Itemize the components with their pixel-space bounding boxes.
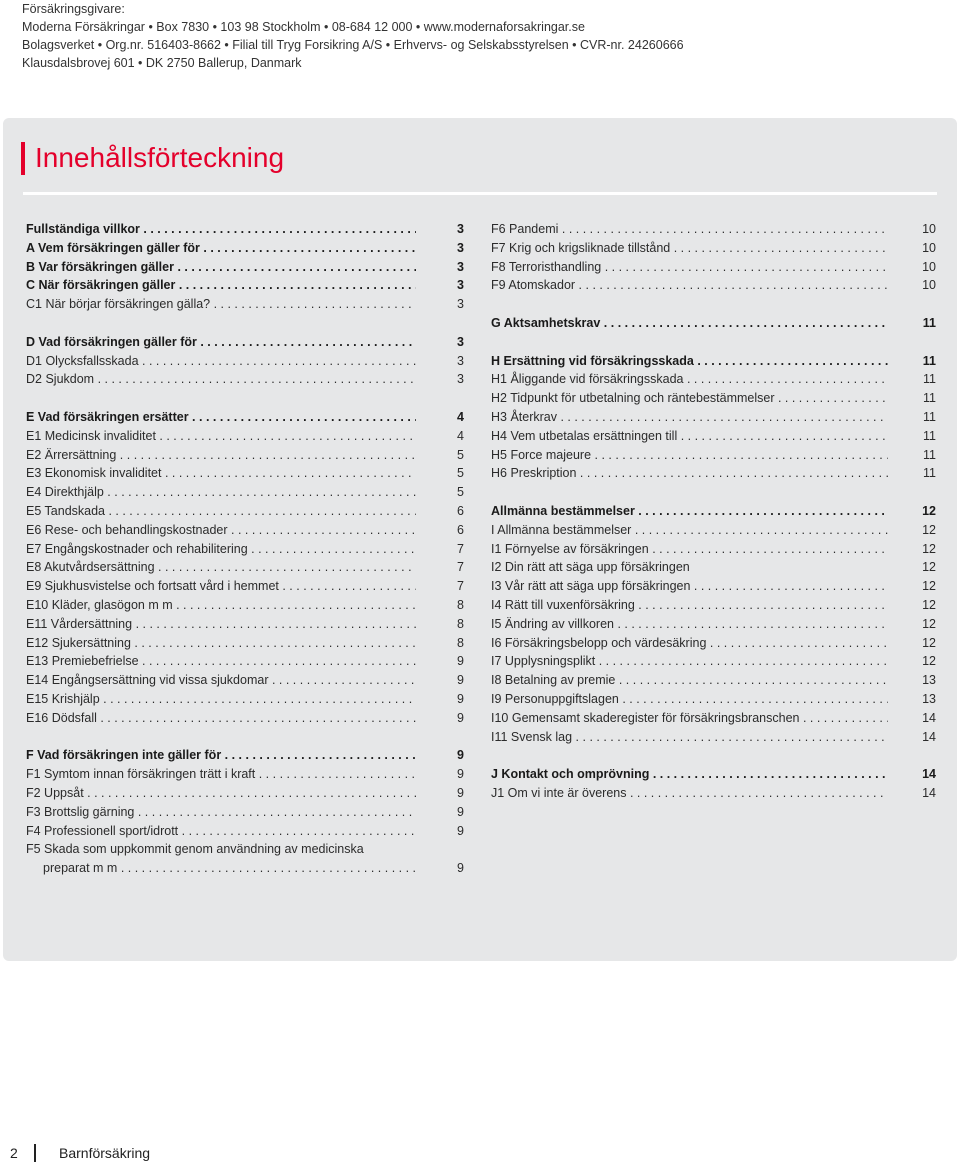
toc-entry[interactable] — [491, 615, 936, 634]
toc-entry-label: C När försäkringen gäller . . . — [26, 276, 416, 295]
toc-spacer — [491, 483, 936, 502]
toc-entry-page: 5 — [457, 447, 464, 462]
toc-entry-label: I6 Försäkringsbelopp och värdesäkring . . . — [491, 634, 888, 653]
toc-section-entry[interactable] — [26, 220, 464, 239]
toc-entry[interactable] — [26, 765, 464, 784]
insurer-info — [22, 0, 684, 72]
toc-spacer — [26, 314, 464, 333]
toc-entry-page: 14 — [922, 785, 936, 800]
toc-entry-page: 7 — [457, 560, 464, 575]
toc-entry-label: I3 Vår rätt att säga upp försäkringen . . . — [491, 577, 888, 596]
toc-entry-page: 13 — [922, 691, 936, 706]
toc-entry-label: F6 Pandemi . . . — [491, 220, 888, 239]
toc-entry-label: E Vad försäkringen ersätter . . . — [26, 408, 416, 427]
toc-entry-page: 11 — [923, 409, 936, 424]
toc-entry-label: Allmänna bestämmelser . . . — [491, 502, 888, 521]
toc-entry-page: 11 — [922, 315, 936, 330]
toc-entry[interactable] — [491, 709, 936, 728]
toc-entry-page: 12 — [922, 560, 936, 575]
toc-entry-page: 3 — [457, 353, 464, 368]
toc-entry-label: E14 Engångsersättning vid vissa sjukdomar . . . — [26, 671, 416, 690]
toc-entry[interactable] — [491, 220, 936, 239]
toc-entry[interactable] — [491, 239, 936, 258]
toc-entry[interactable] — [491, 427, 936, 446]
toc-entry[interactable] — [26, 577, 464, 596]
toc-entry-label: H Ersättning vid försäkringsskada . . . — [491, 352, 888, 371]
toc-entry-page: 9 — [457, 861, 464, 876]
toc-entry-label: F Vad försäkringen inte gäller för . . . — [26, 746, 416, 765]
toc-entry-page: 8 — [457, 616, 464, 631]
toc-entry-page: 12 — [922, 635, 936, 650]
toc-entry[interactable] — [26, 822, 464, 841]
toc-entry-label: E9 Sjukhusvistelse och fortsatt vård i hemmet . . . — [26, 577, 416, 596]
toc-entry[interactable] — [491, 276, 936, 295]
toc-entry[interactable] — [26, 634, 464, 653]
page-number: 2 — [10, 1145, 18, 1161]
toc-entry-label: C1 När börjar försäkringen gälla? . . . — [26, 295, 416, 314]
toc-entry[interactable] — [26, 446, 464, 465]
toc-entry-page: 11 — [923, 372, 936, 387]
toc-entry-page: 9 — [457, 785, 464, 800]
toc-entry-label: I7 Upplysningsplikt . . . — [491, 652, 888, 671]
toc-entry[interactable] — [491, 389, 936, 408]
toc-entry-label: E4 Direkthjälp . . . — [26, 483, 416, 502]
toc-section-entry[interactable] — [26, 333, 464, 352]
toc-entry[interactable] — [491, 596, 936, 615]
toc-entry-page: 13 — [922, 673, 936, 688]
toc-entry[interactable] — [26, 352, 464, 371]
toc-entry-page: 12 — [922, 579, 936, 594]
toc-entry[interactable] — [26, 558, 464, 577]
toc-entry-label: F3 Brottslig gärning . . . — [26, 803, 416, 822]
toc-entry-page: 9 — [457, 673, 464, 688]
toc-entry[interactable] — [26, 859, 464, 878]
toc-entry-label: F5 Skada som uppkommit genom användning av medicinska — [26, 842, 364, 857]
toc-entry-page: 3 — [457, 278, 464, 293]
toc-entry[interactable] — [491, 540, 936, 559]
toc-entry[interactable] — [26, 596, 464, 615]
toc-entry[interactable] — [491, 728, 936, 747]
toc-entry-label: Fullständiga villkor . . . — [26, 220, 416, 239]
toc-entry-page: 5 — [457, 485, 464, 500]
toc-entry-page: 10 — [922, 222, 936, 236]
toc-entry-page: 9 — [457, 710, 464, 725]
toc-entry-page: 11 — [922, 353, 936, 368]
toc-entry-page: 7 — [457, 579, 464, 594]
toc-entry-label: E8 Akutvårdsersättning . . . — [26, 558, 416, 577]
title-accent-bar — [21, 142, 25, 175]
toc-entry-page: 12 — [922, 503, 936, 518]
toc-entry-page: 14 — [922, 710, 936, 725]
toc-entry-page: 10 — [922, 278, 936, 293]
toc-entry-label: E10 Kläder, glasögon m m . . . — [26, 596, 416, 615]
toc-spacer — [26, 389, 464, 408]
toc-entry[interactable] — [491, 634, 936, 653]
toc-entry-page: 3 — [457, 240, 464, 255]
toc-entry-label: E6 Rese- och behandlingskostnader . . . — [26, 521, 416, 540]
toc-spacer — [26, 728, 464, 747]
toc-entry-label: D1 Olycksfallsskada . . . — [26, 352, 416, 371]
toc-entry-label: E16 Dödsfall . . . — [26, 709, 416, 728]
toc-entry-label: I4 Rätt till vuxenförsäkring . . . — [491, 596, 888, 615]
toc-entry-label: H1 Åliggande vid försäkringsskada . . . — [491, 370, 888, 389]
toc-entry-page: 10 — [922, 240, 936, 255]
toc-entry-page: 14 — [922, 767, 936, 782]
toc-section-entry[interactable] — [26, 239, 464, 258]
toc-entry[interactable] — [26, 521, 464, 540]
toc-entry[interactable] — [491, 408, 936, 427]
toc-entry-page: 9 — [457, 654, 464, 669]
toc-entry-label: F1 Symtom innan försäkringen trätt i kraft . . . — [26, 765, 416, 784]
toc-section-entry[interactable] — [26, 408, 464, 427]
toc-spacer — [491, 333, 936, 352]
toc-entry[interactable] — [491, 370, 936, 389]
toc-entry-page: 3 — [457, 259, 464, 274]
toc-entry-page: 3 — [457, 222, 464, 236]
toc-entry-label: E1 Medicinsk invaliditet . . . — [26, 427, 416, 446]
toc-entry-label: J1 Om vi inte är överens . . . — [491, 784, 888, 803]
toc-entry-page: 12 — [922, 597, 936, 612]
toc-entry[interactable] — [26, 295, 464, 314]
toc-entry-label: E5 Tandskada . . . — [26, 502, 416, 521]
insurer-address: Moderna Försäkringar • Box 7830 • 103 98 Stockholm • 08-684 12 000 • www.modernaforsakringar.se — [22, 20, 585, 34]
toc-entry-page: 9 — [457, 767, 464, 782]
toc-entry-page: 6 — [457, 522, 464, 537]
toc-entry-page: 12 — [922, 522, 936, 537]
toc-entry-label: I11 Svensk lag . . . — [491, 728, 888, 747]
toc-entry-label: E3 Ekonomisk invaliditet . . . — [26, 464, 416, 483]
toc-entry-label: D Vad försäkringen gäller för . . . — [26, 333, 416, 352]
page-title: Innehållsförteckning — [35, 142, 285, 173]
toc-entry-label: E13 Premiebefrielse . . . — [26, 652, 416, 671]
toc-entry-label: preparat m m . . . — [43, 859, 416, 878]
toc-entry-label: J Kontakt och omprövning . . . — [491, 765, 888, 784]
toc-entry-label: F7 Krig och krigsliknade tillstånd . . . — [491, 239, 888, 258]
toc-entry-label: H5 Force majeure . . . — [491, 446, 888, 465]
toc-entry-label: A Vem försäkringen gäller för . . . — [26, 239, 416, 258]
toc-entry-page: 8 — [457, 597, 464, 612]
toc-entry-label: I Allmänna bestämmelser . . . — [491, 521, 888, 540]
toc-entry-page: 9 — [457, 691, 464, 706]
toc-entry-page: 9 — [457, 823, 464, 838]
toc-entry-label: I5 Ändring av villkoren . . . — [491, 615, 888, 634]
toc-entry[interactable] — [26, 483, 464, 502]
insurer-heading: Försäkringsgivare: — [22, 2, 125, 16]
toc-entry-page: 7 — [457, 541, 464, 556]
toc-entry-page: 3 — [457, 297, 464, 312]
toc-entry-label: I9 Personuppgiftslagen . . . — [491, 690, 888, 709]
toc-spacer — [491, 295, 936, 314]
toc-section-entry[interactable] — [26, 746, 464, 765]
toc-entry-label: B Var försäkringen gäller . . . — [26, 258, 416, 277]
insurer-registration: Bolagsverket • Org.nr. 516403-8662 • Filial till Tryg Forsikring A/S • Erhvervs- og Selskabsstyrelsen • CVR-nr. 24260666 — [22, 38, 684, 52]
insurer-parent-address: Klausdalsbrovej 601 • DK 2750 Ballerup, Danmark — [22, 56, 302, 70]
toc-entry[interactable] — [26, 652, 464, 671]
toc-entry[interactable] — [26, 803, 464, 822]
toc-entry-label: F2 Uppsåt . . . — [26, 784, 416, 803]
footer-divider — [34, 1144, 36, 1162]
toc-entry[interactable] — [491, 671, 936, 690]
toc-entry-page: 12 — [922, 616, 936, 631]
toc-section-entry[interactable] — [491, 352, 936, 371]
toc-column-left — [26, 220, 464, 878]
toc-entry[interactable] — [26, 840, 464, 859]
toc-section-entry[interactable] — [491, 502, 936, 521]
toc-entry-label: I1 Förnyelse av försäkringen . . . — [491, 540, 888, 559]
toc-entry-label: H6 Preskription . . . — [491, 464, 888, 483]
toc-entry[interactable] — [491, 690, 936, 709]
toc-entry[interactable] — [26, 502, 464, 521]
toc-column-right — [491, 220, 936, 803]
toc-entry-label: E7 Engångskostnader och rehabilitering . . . — [26, 540, 416, 559]
toc-entry-page: 11 — [923, 466, 936, 481]
toc-entry-label: H2 Tidpunkt för utbetalning och räntebestämmelser . . . — [491, 389, 888, 408]
toc-entry[interactable] — [26, 540, 464, 559]
toc-entry-label: E12 Sjukersättning . . . — [26, 634, 416, 653]
toc-entry[interactable] — [491, 521, 936, 540]
toc-entry[interactable] — [491, 577, 936, 596]
toc-entry-label: I10 Gemensamt skaderegister för försäkringsbranschen . . . — [491, 709, 888, 728]
toc-section-entry[interactable] — [26, 258, 464, 277]
toc-entry-label: I8 Betalning av premie . . . — [491, 671, 888, 690]
toc-entry-label: F8 Terroristhandling . . . — [491, 258, 888, 277]
toc-entry-page: 14 — [922, 729, 936, 744]
toc-entry-label: H4 Vem utbetalas ersättningen till . . . — [491, 427, 888, 446]
toc-entry[interactable] — [26, 464, 464, 483]
toc-entry-label: F4 Professionell sport/idrott . . . — [26, 822, 416, 841]
toc-entry-page: 9 — [457, 748, 464, 763]
toc-entry-page: 9 — [457, 804, 464, 819]
divider — [23, 192, 937, 195]
toc-section-entry[interactable] — [491, 314, 936, 333]
toc-entry-label: I2 Din rätt att säga upp försäkringen — [491, 560, 690, 575]
toc-entry-label: E11 Vårdersättning . . . — [26, 615, 416, 634]
toc-entry[interactable] — [26, 690, 464, 709]
toc-entry-page: 11 — [923, 391, 936, 406]
toc-entry-page: 8 — [457, 635, 464, 650]
toc-entry[interactable] — [491, 784, 936, 803]
toc-entry[interactable] — [26, 709, 464, 728]
toc-entry-label: E2 Ärrersättning . . . — [26, 446, 416, 465]
toc-section-entry[interactable] — [26, 276, 464, 295]
toc-entry[interactable] — [26, 784, 464, 803]
toc-entry-page: 11 — [923, 428, 936, 443]
toc-entry[interactable] — [491, 558, 936, 577]
toc-entry-page: 4 — [457, 428, 464, 443]
toc-entry[interactable] — [491, 446, 936, 465]
toc-entry-label: H3 Återkrav . . . — [491, 408, 888, 427]
toc-entry[interactable] — [26, 671, 464, 690]
toc-entry-label: D2 Sjukdom . . . — [26, 370, 416, 389]
toc-entry-page: 6 — [457, 503, 464, 518]
toc-entry[interactable] — [26, 615, 464, 634]
toc-entry-page: 12 — [922, 654, 936, 669]
toc-entry-page: 12 — [922, 541, 936, 556]
toc-entry[interactable] — [491, 258, 936, 277]
toc-entry-label: G Aktsamhetskrav . . . — [491, 314, 888, 333]
toc-entry[interactable] — [491, 652, 936, 671]
toc-entry[interactable] — [491, 464, 936, 483]
toc-entry-page: 5 — [457, 466, 464, 481]
toc-spacer — [491, 746, 936, 765]
toc-entry[interactable] — [26, 427, 464, 446]
toc-entry-page: 10 — [922, 259, 936, 274]
toc-entry-label: E15 Krishjälp . . . — [26, 690, 416, 709]
product-name: Barnförsäkring — [59, 1145, 151, 1161]
toc-entry-page: 3 — [457, 334, 464, 349]
toc-entry-page: 3 — [457, 372, 464, 387]
toc-entry-page: 4 — [457, 409, 464, 424]
toc-entry-label: F9 Atomskador . . . — [491, 276, 888, 295]
toc-entry-page: 11 — [923, 447, 936, 462]
toc-panel — [3, 118, 957, 961]
toc-entry[interactable] — [26, 370, 464, 389]
toc-section-entry[interactable] — [491, 765, 936, 784]
